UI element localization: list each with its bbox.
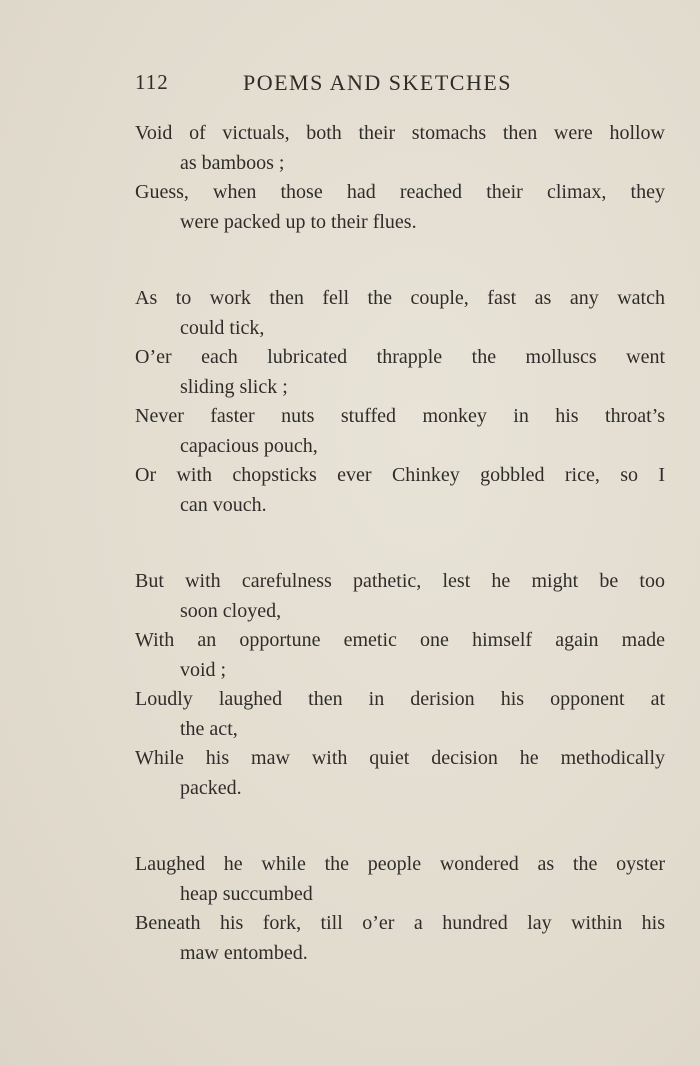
- line-text: O’er each lubricated thrapple the molluscs went: [135, 346, 665, 368]
- poem-line: [135, 461, 665, 520]
- line-continuation: soon cloyed,: [180, 599, 282, 622]
- line-text: Laughed he while the people wondered as the oyster: [135, 853, 665, 875]
- poem-line: [135, 402, 665, 461]
- line-text: Guess, when those had reached their climax, they: [135, 181, 665, 203]
- page-number: 112: [135, 70, 169, 94]
- line-continuation: capacious pouch,: [180, 434, 318, 457]
- line-continuation: heap succumbed: [180, 882, 313, 905]
- line-text: But with carefulness pathetic, lest he might be too: [135, 570, 665, 592]
- line-text: Or with chopsticks ever Chinkey gobbled rice, so I: [135, 464, 665, 486]
- poem-line: [135, 626, 665, 685]
- poem-line: [135, 685, 665, 744]
- line-continuation: could tick,: [180, 316, 265, 339]
- line-text: While his maw with quiet decision he methodically: [135, 747, 665, 769]
- poem-line: [135, 178, 665, 237]
- line-continuation: the act,: [180, 717, 238, 740]
- stanza: [135, 284, 665, 520]
- poem-line: [135, 567, 665, 626]
- line-continuation: void ;: [180, 658, 227, 681]
- poem-line: [135, 343, 665, 402]
- stanza: [135, 850, 665, 968]
- stanza: [135, 119, 665, 237]
- line-text: Never faster nuts stuffed monkey in his throat’s: [135, 405, 665, 427]
- line-continuation: sliding slick ;: [180, 375, 288, 398]
- poem-line: [135, 119, 665, 178]
- line-text: Loudly laughed then in derision his opponent at: [135, 688, 665, 710]
- line-text: As to work then fell the couple, fast as any watch: [135, 287, 665, 309]
- line-continuation: as bamboos ;: [180, 151, 285, 174]
- line-continuation: were packed up to their flues.: [180, 210, 417, 233]
- poem-line: [135, 744, 665, 803]
- line-text: With an opportune emetic one himself again made: [135, 629, 665, 651]
- line-text: Void of victuals, both their stomachs then were hollow: [135, 122, 665, 144]
- line-text: Beneath his fork, till o’er a hundred lay within his: [135, 912, 665, 934]
- poem-line: [135, 850, 665, 909]
- stanza: [135, 567, 665, 803]
- poem-line: [135, 909, 665, 968]
- line-continuation: can vouch.: [180, 493, 267, 516]
- poem-body: [135, 119, 665, 968]
- running-head: POEMS AND SKETCHES: [243, 70, 513, 95]
- line-continuation: packed.: [180, 776, 242, 799]
- page-header: [135, 70, 555, 100]
- line-continuation: maw entombed.: [180, 941, 308, 964]
- poem-line: [135, 284, 665, 343]
